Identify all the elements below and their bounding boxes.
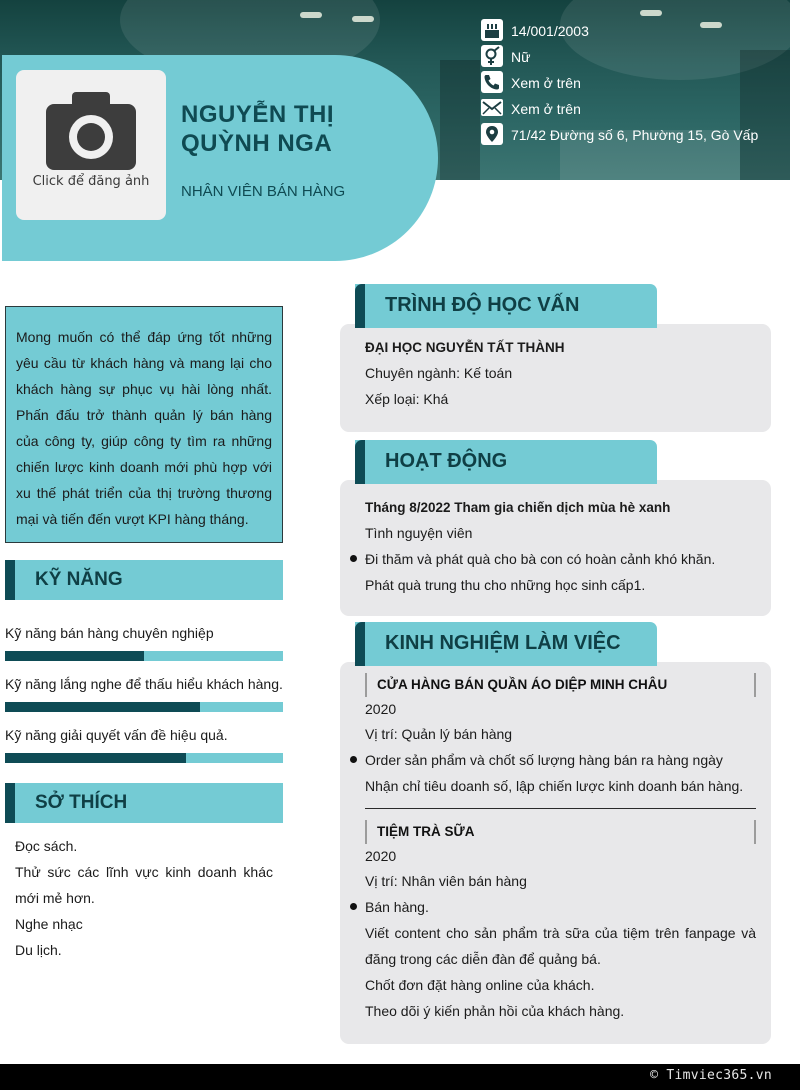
section-accent-bar [355, 284, 365, 328]
job-company-name: TIỆM TRÀ SỮA [377, 824, 475, 839]
job-bullet: Bán hàng. [365, 899, 429, 915]
birthday-text: 14/001/2003 [511, 23, 589, 39]
section-accent-bar [5, 560, 15, 600]
job-position: Vị trí: Quản lý bán hàng [365, 726, 513, 742]
contact-address [481, 123, 781, 147]
career-objective-box [5, 306, 283, 543]
education-school: ĐẠI HỌC NGUYỄN TẤT THÀNH [365, 340, 565, 355]
section-accent-bar [355, 622, 365, 666]
activity-bullet: Đi thăm và phát quà cho bà con có hoàn cảnh khó khăn. [365, 551, 716, 567]
location-pin-icon [481, 123, 503, 145]
skill-level-bar [5, 753, 283, 763]
skill-level-bar [5, 651, 283, 661]
person-job-title: NHÂN VIÊN BÁN HÀNG [181, 183, 346, 200]
activity-detail: Phát quà trung thu cho những học sinh cấp1. [365, 577, 646, 593]
address-text: 71/42 Đường số 6, Phường 15, Gò Vấp [511, 127, 759, 143]
job-detail: Theo dõi ý kiến phản hồi của khách hàng. [365, 1003, 625, 1019]
hobby-item: Nghe nhạc [15, 916, 83, 932]
hobbies-section-header [5, 783, 283, 823]
job-year: 2020 [365, 701, 397, 717]
section-accent-bar [5, 783, 15, 823]
job-company-header [365, 673, 756, 697]
activity-heading: Tháng 8/2022 Tham gia chiến dịch mùa hè xanh [365, 500, 671, 515]
phone-icon [481, 71, 503, 93]
job-bullet: Order sản phẩm và chốt số lượng hàng bán ra hàng ngày [365, 752, 723, 768]
experience-section-header [355, 622, 657, 666]
hobbies-title: SỞ THÍCH [35, 792, 128, 813]
birthday-cake-icon [481, 19, 503, 41]
job-year: 2020 [365, 848, 397, 864]
photo-upload-caption: Click để đăng ảnh [32, 174, 150, 189]
gender-text: Nữ [511, 49, 531, 65]
contact-birthday [481, 19, 781, 43]
activities-section-header [355, 440, 657, 484]
hobbies-list [15, 833, 273, 963]
bullet-dot [350, 903, 357, 910]
job-divider [365, 808, 756, 809]
skills-section-header [5, 560, 283, 600]
job-detail: Chốt đơn đặt hàng online của khách. [365, 977, 595, 993]
job-company-header [365, 820, 756, 844]
phone-text: Xem ở trên [511, 75, 581, 91]
skill-level-fill [5, 753, 186, 763]
skills-title: KỸ NĂNG [35, 569, 123, 590]
skill-name: Kỹ năng bán hàng chuyên nghiệp [5, 625, 214, 641]
gender-icon [481, 45, 503, 67]
camera-icon [46, 92, 136, 170]
job-detail: Nhận chỉ tiêu doanh số, lập chiến lược kinh doanh bán hàng. [365, 778, 744, 794]
contact-phone [481, 71, 781, 95]
bullet-dot [350, 756, 357, 763]
job-position: Vị trí: Nhân viên bán hàng [365, 873, 527, 889]
job-company-name: CỬA HÀNG BÁN QUẦN ÁO DIỆP MINH CHÂU [377, 677, 668, 692]
activities-title: HOẠT ĐỘNG [385, 450, 508, 472]
education-grade: Xếp loại: Khá [365, 391, 449, 407]
career-objective-text: Mong muốn có thể đáp ứng tốt những yêu cầu từ khách hàng và mang lại cho khách hàng sự phục vụ hài lòng nhất. Phấn đấu trở thành quản lý bán hàng của công ty, giúp công ty tìm ra những chiến lược kinh doanh mới phù hợp với xu thế phát triển của thị trường thương mại và tiến đến vượt KPI hàng tháng. [16, 329, 272, 527]
footer-bar [0, 1064, 800, 1090]
email-envelope-icon [481, 97, 503, 119]
person-name: NGUYỄN THỊ QUỲNH NGA [181, 101, 335, 157]
email-text: Xem ở trên [511, 101, 581, 117]
education-title: TRÌNH ĐỘ HỌC VẤN [385, 294, 580, 316]
contact-gender [481, 45, 781, 69]
skill-name: Kỹ năng giải quyết vấn đề hiệu quả. [5, 727, 228, 743]
job-detail: Viết content cho sản phẩm trà sữa của tiệm trên fanpage và đăng trong các diễn đàn để quảng bá. [365, 925, 756, 967]
hobby-item: Du lịch. [15, 942, 62, 958]
contact-email [481, 97, 781, 121]
photo-upload[interactable] [16, 70, 166, 220]
hobby-item: Thử sức các lĩnh vực kinh doanh khác mới mẻ hơn. [15, 864, 273, 906]
bullet-dot [350, 555, 357, 562]
skill-level-fill [5, 651, 144, 661]
activity-role: Tình nguyện viên [365, 525, 473, 541]
skill-level-bar [5, 702, 283, 712]
education-major: Chuyên ngành: Kế toán [365, 365, 513, 381]
skill-level-fill [5, 702, 200, 712]
section-accent-bar [355, 440, 365, 484]
hobby-item: Đọc sách. [15, 838, 78, 854]
education-section-header [355, 284, 657, 328]
experience-title: KINH NGHIỆM LÀM VIỆC [385, 632, 621, 654]
skill-name: Kỹ năng lắng nghe để thấu hiểu khách hàng. [5, 676, 283, 692]
copyright-text: © Timviec365.vn [650, 1068, 772, 1083]
